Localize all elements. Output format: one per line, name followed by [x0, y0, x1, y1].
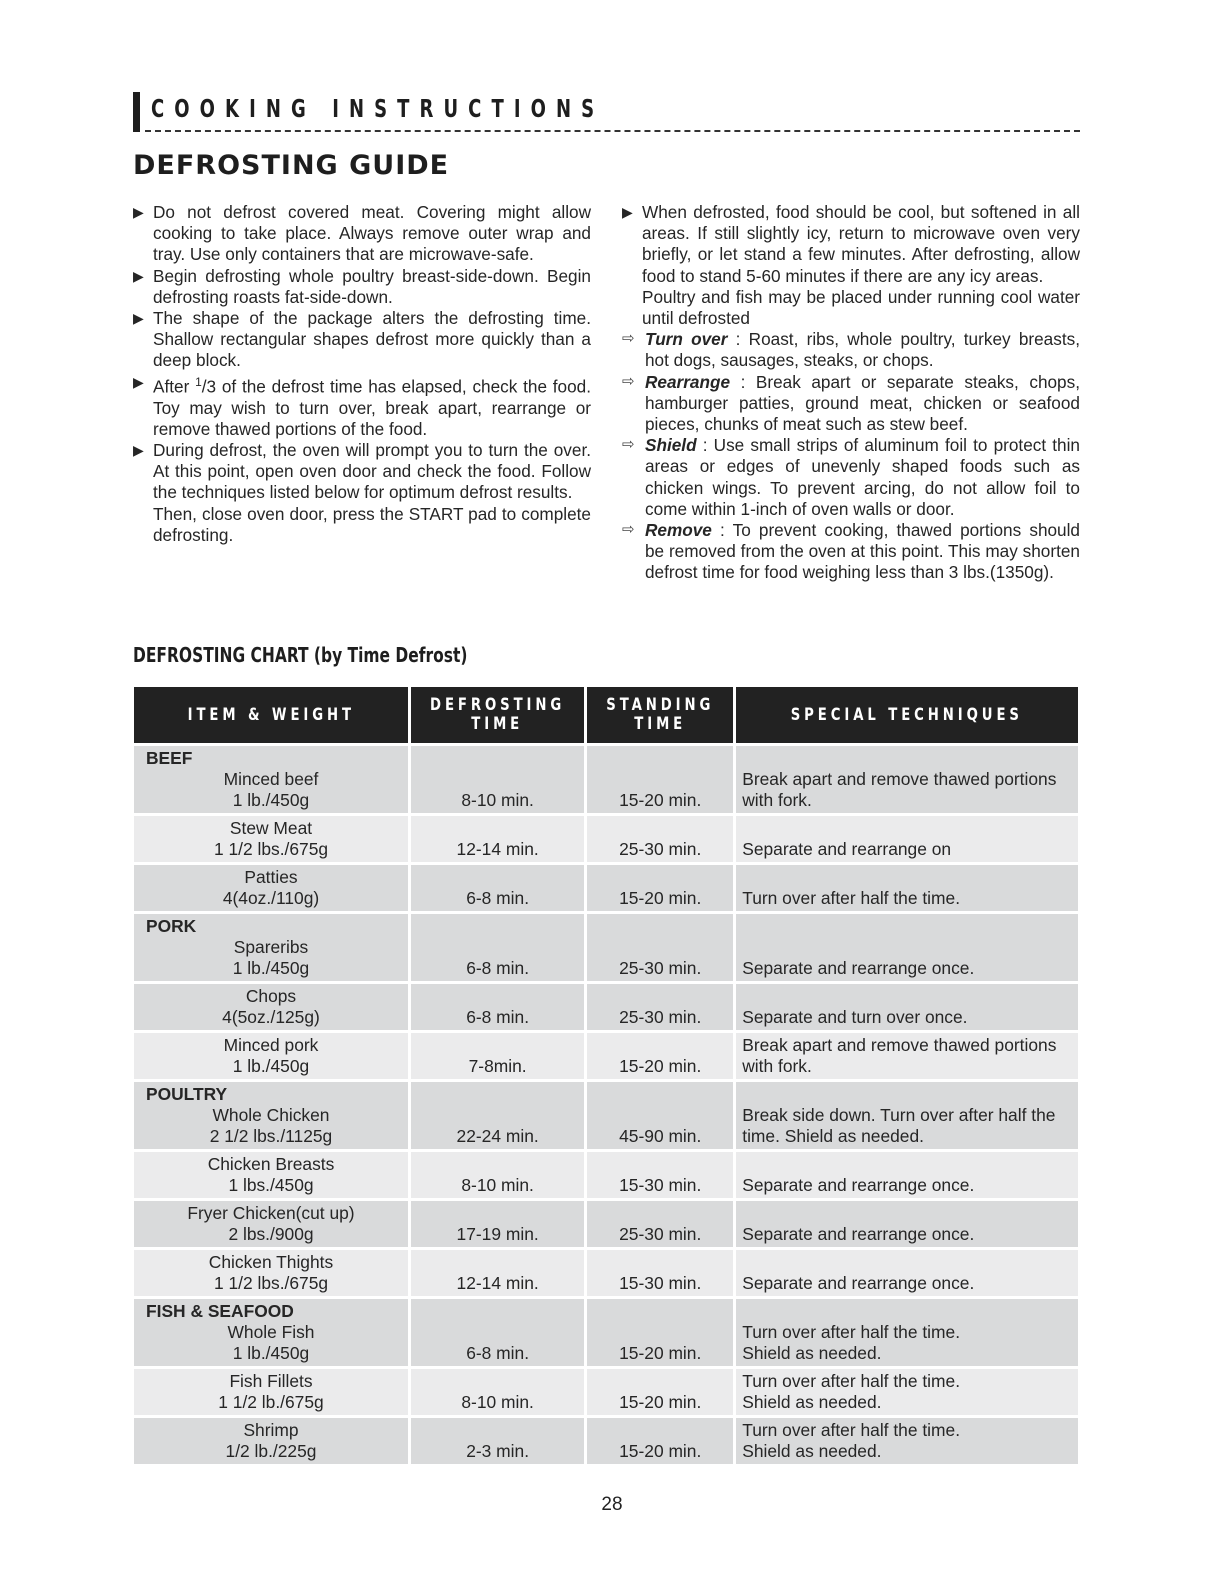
- defrost-time-cell: 12-14 min.: [411, 1250, 584, 1296]
- standing-time-cell: 15-30 min.: [587, 1250, 733, 1296]
- technique-cell: Break side down. Turn over after half the time. Shield as needed.: [736, 1082, 1078, 1149]
- technique-cell: Separate and rearrange once.: [736, 1152, 1078, 1198]
- left-column: [133, 202, 591, 546]
- table-row: [134, 914, 1078, 981]
- item-cell: PORK Spareribs 1 lb./450g: [134, 914, 408, 981]
- defrost-time-cell: 2-3 min.: [411, 1418, 584, 1464]
- item-cell: Fryer Chicken(cut up) 2 lbs./900g: [134, 1201, 408, 1247]
- defrosting-chart: [131, 684, 1081, 1467]
- right-column: [622, 202, 1080, 584]
- header-defrosting-time: DEFROSTING TIME: [411, 687, 584, 743]
- list-item: ▶ Begin defrosting whole poultry breast-side-down. Begin defrosting roasts fat-side-down.: [133, 265, 591, 307]
- defrost-time-cell: 22-24 min.: [411, 1082, 584, 1149]
- table-row: [134, 816, 1078, 862]
- standing-time-cell: 15-20 min.: [587, 865, 733, 911]
- category-label: PORK: [146, 916, 197, 936]
- item-cell: Chops 4(5oz./125g): [134, 984, 408, 1030]
- item-cell: FISH & SEAFOOD Whole Fish 1 lb./450g: [134, 1299, 408, 1366]
- technique-cell: Turn over after half the time. Shield as needed.: [736, 1299, 1078, 1366]
- chart-title: DEFROSTING CHART (by Time Defrost): [133, 643, 468, 667]
- page-number: 28: [601, 1494, 623, 1515]
- defrost-time-cell: 8-10 min.: [411, 1152, 584, 1198]
- category-label: POULTRY: [146, 1084, 228, 1104]
- chart-header-row: [134, 687, 1078, 743]
- list-item: ▶ When defrosted, food should be cool, but softened in all areas. If still slightly icy, return to microwave oven very briefly, or let stand a few minutes. After defrosting, allow food to stand 5-60 minutes if there are any icy areas. Poultry and fish may be placed under running cool water until defrosted: [622, 202, 1080, 329]
- standing-time-cell: 15-20 min.: [587, 746, 733, 813]
- bullet-arrow-icon: ▶: [133, 204, 144, 220]
- standing-time-cell: 25-30 min.: [587, 984, 733, 1030]
- bullet-arrow-icon: ▶: [133, 310, 144, 327]
- hollow-arrow-icon: ⇨: [622, 330, 635, 348]
- list-item: ▶ During defrost, the oven will prompt you to turn the over. At this point, open oven door and check the food. Follow the techniques listed below for optimum defrost results. Then, close oven door, press the START pad to complete defrosting.: [133, 439, 591, 545]
- item-cell: POULTRY Whole Chicken 2 1/2 lbs./1125g: [134, 1082, 408, 1149]
- standing-time-cell: 45-90 min.: [587, 1082, 733, 1149]
- list-item: ▶ The shape of the package alters the defrosting time. Shallow rectangular shapes defrost more quickly than a deep block.: [133, 308, 591, 371]
- standing-time-cell: 15-20 min.: [587, 1299, 733, 1366]
- standing-time-cell: 15-20 min.: [587, 1369, 733, 1415]
- category-label: FISH & SEAFOOD: [146, 1301, 294, 1321]
- section-header: [133, 92, 1080, 134]
- list-item: ▶ After $^1$/3 of the defrost time has elapsed, check the food. Toy may wish to turn over, break apart, rearrange or remove thawed portions of the food.: [133, 373, 592, 439]
- hollow-arrow-icon: ⇨: [622, 372, 635, 390]
- item-cell: Chicken Thights 1 1/2 lbs./675g: [134, 1250, 408, 1296]
- table-row: [134, 1299, 1078, 1366]
- technique-cell: Turn over after half the time. Shield as needed.: [736, 1418, 1078, 1464]
- table-row: [134, 1201, 1078, 1247]
- technique-item: ⇨ Turn over : Roast, ribs, whole poultry, turkey breasts, hot dogs, sausages, steaks, or chops.: [622, 329, 1080, 371]
- technique-cell: Separate and rearrange once.: [736, 1250, 1078, 1296]
- category-label: BEEF: [146, 748, 193, 768]
- item-cell: Stew Meat 1 1/2 lbs./675g: [134, 816, 408, 862]
- technique-cell: Separate and turn over once.: [736, 984, 1078, 1030]
- hollow-arrow-icon: ⇨: [622, 521, 635, 539]
- technique-item: ⇨ Shield : Use small strips of aluminum foil to protect thin areas or edges of unevenly shaped foods such as chicken wings. To prevent arcing, do not allow foil to come within 1-inch of oven walls or door.: [622, 435, 1080, 519]
- technique-item: ⇨ Remove : To prevent cooking, thawed portions should be removed from the oven at this point. This may shorten defrost time for food weighing less than 3 lbs.(1350g).: [622, 520, 1080, 583]
- header-bar: [133, 92, 140, 132]
- bullet-arrow-icon: ▶: [133, 267, 144, 284]
- defrost-time-cell: 7-8min.: [411, 1033, 584, 1079]
- standing-time-cell: 25-30 min.: [587, 816, 733, 862]
- header-standing-time: STANDING TIME: [587, 687, 733, 743]
- technique-cell: Turn over after half the time. Shield as needed.: [736, 1369, 1078, 1415]
- hollow-arrow-icon: ⇨: [622, 436, 635, 454]
- defrost-time-cell: 8-10 min.: [411, 746, 584, 813]
- defrost-time-cell: 6-8 min.: [411, 1299, 584, 1366]
- item-cell: Fish Fillets 1 1/2 lb./675g: [134, 1369, 408, 1415]
- header-item-weight: ITEM & WEIGHT: [134, 687, 408, 743]
- technique-cell: Turn over after half the time.: [736, 865, 1078, 911]
- table-row: [134, 746, 1078, 813]
- technique-cell: Break apart and remove thawed portions with fork.: [736, 746, 1078, 813]
- table-row: [134, 865, 1078, 911]
- item-cell: Shrimp 1/2 lb./225g: [134, 1418, 408, 1464]
- guide-title: DEFROSTING GUIDE: [133, 150, 450, 181]
- table-row: [134, 1033, 1078, 1079]
- table-row: [134, 984, 1078, 1030]
- technique-cell: Separate and rearrange once.: [736, 1201, 1078, 1247]
- standing-time-cell: 25-30 min.: [587, 914, 733, 981]
- item-cell: BEEF Minced beef 1 lb./450g: [134, 746, 408, 813]
- bullet-arrow-icon: ▶: [133, 441, 144, 458]
- table-row: [134, 1082, 1078, 1149]
- defrost-time-cell: 17-19 min.: [411, 1201, 584, 1247]
- defrost-time-cell: 6-8 min.: [411, 984, 584, 1030]
- standing-time-cell: 15-30 min.: [587, 1152, 733, 1198]
- standing-time-cell: 15-20 min.: [587, 1033, 733, 1079]
- item-cell: Patties 4(4oz./110g): [134, 865, 408, 911]
- table-row: [134, 1152, 1078, 1198]
- defrost-time-cell: 6-8 min.: [411, 914, 584, 981]
- table-row: [134, 1418, 1078, 1464]
- item-cell: Chicken Breasts 1 lbs./450g: [134, 1152, 408, 1198]
- technique-cell: Separate and rearrange once.: [736, 914, 1078, 981]
- defrost-time-cell: 12-14 min.: [411, 816, 584, 862]
- header-special-techniques: SPECIAL TECHNIQUES: [736, 687, 1078, 743]
- item-cell: Minced pork 1 lb./450g: [134, 1033, 408, 1079]
- technique-cell: Break apart and remove thawed portions with fork.: [736, 1033, 1078, 1079]
- table-row: [134, 1250, 1078, 1296]
- standing-time-cell: 25-30 min.: [587, 1201, 733, 1247]
- technique-cell: Separate and rearrange on: [736, 816, 1078, 862]
- header-dashed-rule: [145, 130, 1080, 132]
- standing-time-cell: 15-20 min.: [587, 1418, 733, 1464]
- defrost-time-cell: 6-8 min.: [411, 865, 584, 911]
- table-row: [134, 1369, 1078, 1415]
- defrost-time-cell: 8-10 min.: [411, 1369, 584, 1415]
- section-title: COOKING INSTRUCTIONS: [151, 94, 605, 123]
- list-item: ▶ Do not defrost covered meat. Covering might allow cooking to take place. Always remove outer wrap and tray. Use only containers that are microwave-safe.: [133, 202, 591, 265]
- bullet-arrow-icon: ▶: [133, 373, 144, 390]
- technique-item: ⇨ Rearrange : Break apart or separate steaks, chops, hamburger patties, ground meat, chicken or seafood pieces, chunks of meat such as stew beef.: [622, 371, 1080, 435]
- bullet-arrow-icon: ▶: [622, 204, 633, 220]
